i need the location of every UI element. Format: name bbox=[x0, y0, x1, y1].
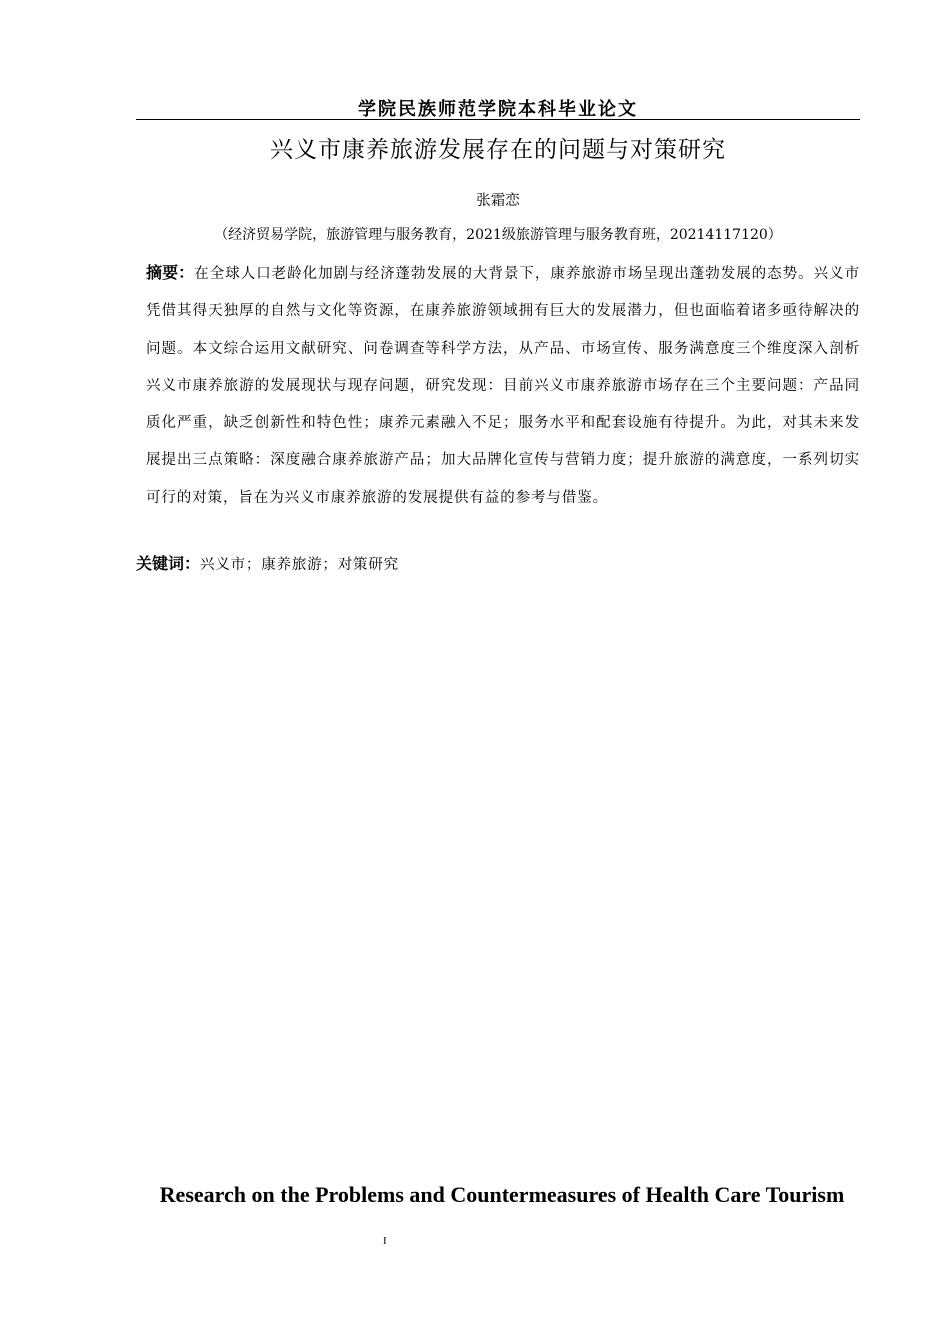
keywords-line bbox=[136, 551, 860, 574]
abstract-text: 在全球人口老龄化加剧与经济蓬勃发展的大背景下，康养旅游市场呈现出蓬勃发展的态势。兴义市凭借其得天独厚的自然与文化等资源，在康养旅游领域拥有巨大的发展潜力，但也面临着诸多亟待解决的问题。本文综合运用文献研究、问卷调查等科学方法，从产品、市场宣传、服务满意度三个维度深入剖析兴义市康养旅游的发展现状与现存问题，研究发现：目前兴义市康养旅游市场存在三个主要问题：产品同质化严重，缺乏创新性和特色性；康养元素融入不足；服务水平和配套设施有待提升。为此，对其未来发展提出三点策略：深度融合康养旅游产品；加大品牌化宣传与营销力度；提升旅游的满意度，一系列切实可行的对策，旨在为兴义市康养旅游的发展提供有益的参考与借鉴。 bbox=[146, 266, 860, 506]
abstract-label: 摘要： bbox=[146, 263, 195, 282]
abstract-paragraph bbox=[146, 254, 860, 517]
header-institution-title: 学院民族师范学院本科毕业论文 bbox=[358, 99, 638, 120]
page-number: I bbox=[383, 1235, 387, 1247]
keywords-text: 兴义市；康养旅游；对策研究 bbox=[200, 557, 399, 573]
english-title: Research on the Problems and Countermeasures of Health Care Tourism bbox=[159, 1182, 845, 1207]
keywords-label: 关键词： bbox=[136, 554, 201, 573]
page-title: 兴义市康养旅游发展存在的问题与对策研究 bbox=[270, 137, 726, 163]
header-divider bbox=[136, 119, 860, 120]
author-name: 张霜恋 bbox=[476, 193, 520, 209]
author-affiliation: （经济贸易学院，旅游管理与服务教育，2021级旅游管理与服务教育班，20214117120） bbox=[214, 227, 782, 243]
